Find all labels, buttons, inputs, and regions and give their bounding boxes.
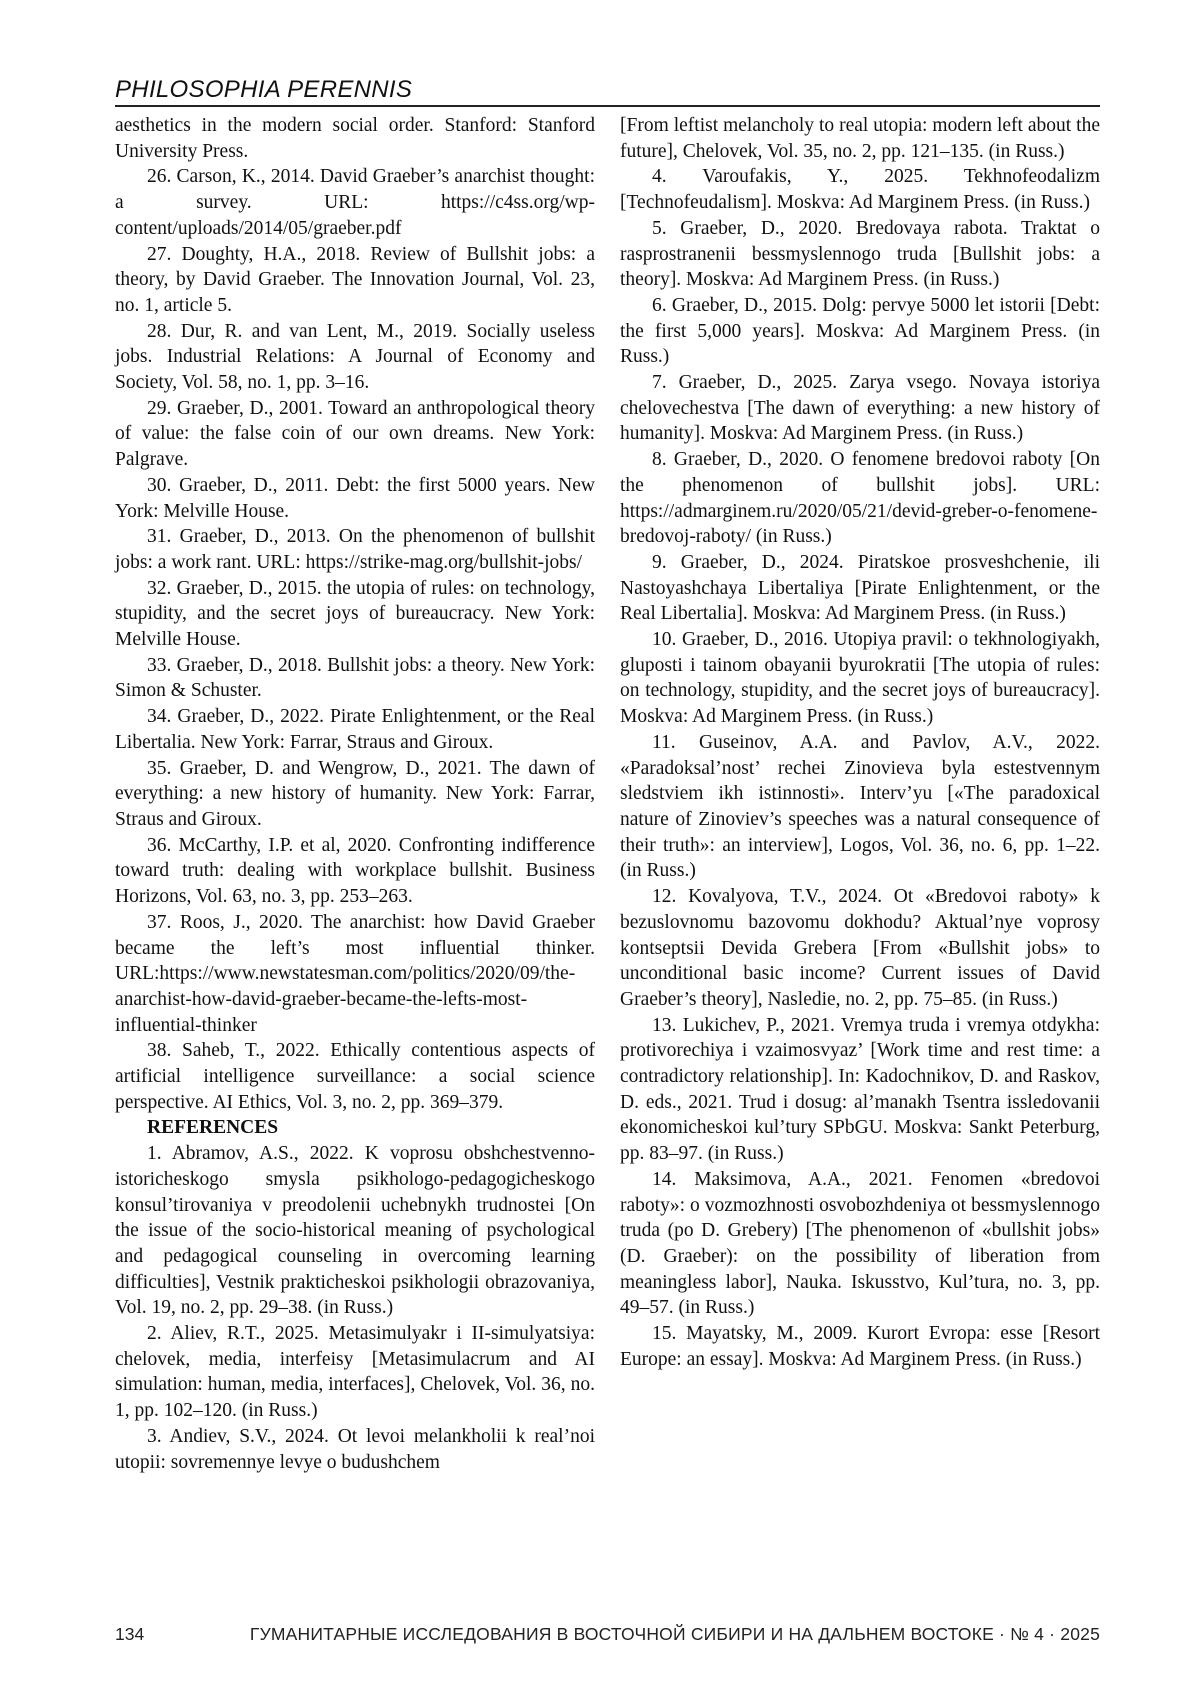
reference-entry-1: 1. Abramov, A.S., 2022. K voprosu obshchestvenno-istoricheskogo smysla psikhologo-pedagogicheskogo konsul’tirovaniya v preodolenii uchebnykh trudnostei [On the issue of the socio-historical meaning of psychological and pedagogical counseling in overcoming learning difficulties], Vestnik prakticheskoi psikhologii obrazovaniya, Vol. 19, no. 2, pp. 29–38. (in Russ.)	[115, 1143, 595, 1319]
reference-entry-5: 5. Graeber, D., 2020. Bredovaya rabota. Traktat o rasprostranenii bessmyslennogo truda [Bullshit jobs: a theory]. Moskva: Ad Marginem Press. (in Russ.)	[620, 217, 1100, 291]
reference-entry-4: 4. Varoufakis, Y., 2025. Tekhnofeodalizm [Technofeudalism]. Moskva: Ad Marginem Press. (in Russ.)	[620, 166, 1100, 214]
reference-entry-2: 2. Aliev, R.T., 2025. Metasimulyakr i II-simulyatsiya: chelovek, media, interfeisy [Metasimulacrum and AI simulation: human, media, interfaces], Chelovek, Vol. 36, no. 1, pp. 102–120. (in Russ.)	[115, 1323, 595, 1422]
bibliography-entry-26: 26. Carson, K., 2014. David Graeber’s anarchist thought: a survey. URL: https://c4ss.org/wp-content/uploads/2014/05/graeber.pdf	[115, 166, 595, 239]
references-heading: REFERENCES	[147, 1117, 279, 1139]
reference-entry-8: 8. Graeber, D., 2020. O fenomene bredovoi raboty [On the phenomenon of bullshit jobs]. URL: https://admarginem.ru/2020/05/21/devid-greber-o-fenomene-bredovoj-raboty/ (in Russ.)	[620, 449, 1100, 548]
journal-name: ГУМАНИТАРНЫЕ ИССЛЕДОВАНИЯ В ВОСТОЧНОЙ СИБИРИ И НА ДАЛЬНЕМ ВОСТОКЕ · № 4 · 2025	[249, 1624, 1100, 1644]
bibliography-entry-29: 29. Graeber, D., 2001. Toward an anthropological theory of value: the false coin of our own dreams. New York: Palgrave.	[115, 397, 595, 471]
continued-reference: [From leftist melancholy to real utopia: modern left about the future], Chelovek, Vol. 35, no. 2, pp. 121–135. (in Russ.)	[620, 115, 1100, 162]
reference-entry-14: 14. Maksimova, A.A., 2021. Fenomen «bredovoi raboty»: o vozmozhnosti osvobozhdeniya ot bessmyslennogo truda (po D. Grebery) [The phenomenon of «bullshit jobs» (D. Graeber): on the possibility of liberation from meaningless labor], Nauka. Iskusstvo, Kul’tura, no. 3, pp. 49–57. (in Russ.)	[620, 1168, 1100, 1319]
reference-entry-9: 9. Graeber, D., 2024. Piratskoe prosveshchenie, ili Nastoyashchaya Libertaliya [Pirate Enlightenment, or the Real Libertalia]. Moskva: Ad Marginem Press. (in Russ.)	[620, 551, 1100, 625]
bibliography-entry-34: 34. Graeber, D., 2022. Pirate Enlightenment, or the Real Libertalia. New York: Farrar, Straus and Giroux.	[115, 706, 595, 753]
reference-entry-12: 12. Kovalyova, T.V., 2024. Ot «Bredovoi raboty» k bezuslovnomu bazovomu dokhodu? Aktual’nye voprosy kontseptsii Devida Grebera [From «Bullshit jobs» to unconditional basic income? Current issues of David Graeber’s theory], Nasledie, no. 2, pp. 75–85. (in Russ.)	[620, 886, 1100, 1010]
bibliography-entry-27: 27. Doughty, H.A., 2018. Review of Bullshit jobs: a theory, by David Graeber. The Innovation Journal, Vol. 23, no. 1, article 5.	[115, 243, 595, 316]
bibliography-entry-28: 28. Dur, R. and van Lent, M., 2019. Socially useless jobs. Industrial Relations: A Journal of Economy and Society, Vol. 58, no. 1, pp. 3–16.	[115, 320, 595, 394]
left-column	[115, 113, 595, 1475]
reference-entry-7: 7. Graeber, D., 2025. Zarya vsego. Novaya istoriya chelovechestva [The dawn of everything: a new history of humanity]. Moskva: Ad Marginem Press. (in Russ.)	[620, 372, 1100, 445]
bibliography-entry-38: 38. Saheb, T., 2022. Ethically contentious aspects of artificial intelligence surveillance: a social science perspective. AI Ethics, Vol. 3, no. 2, pp. 369–379.	[115, 1040, 595, 1113]
running-title: PHILOSOPHIA PERENNIS	[115, 76, 413, 103]
bibliography-entry-32: 32. Graeber, D., 2015. the utopia of rules: on technology, stupidity, and the secret joys of bureaucracy. New York: Melville House.	[115, 577, 595, 651]
bibliography-entry-36: 36. McCarthy, I.P. et al, 2020. Confronting indifference toward truth: dealing with workplace bullshit. Business Horizons, Vol. 63, no. 3, pp. 253–263.	[115, 834, 595, 908]
reference-entry-10: 10. Graeber, D., 2016. Utopiya pravil: o tekhnologiyakh, gluposti i tainom obayanii byurokratii [The utopia of rules: on technology, stupidity, and the secret joys of bureaucracy]. Moskva: Ad Marginem Press. (in Russ.)	[620, 629, 1100, 728]
page-number: 134	[115, 1624, 145, 1644]
bibliography-entry-35: 35. Graeber, D. and Wengrow, D., 2021. The dawn of everything: a new history of humanity. New York: Farrar, Straus and Giroux.	[115, 757, 595, 830]
bibliography-entry-31: 31. Graeber, D., 2013. On the phenomenon of bullshit jobs: a work rant. URL: https://strike-mag.org/bullshit-jobs/	[115, 526, 595, 573]
bibliography-entry-37: 37. Roos, J., 2020. The anarchist: how David Graeber became the left’s most influential thinker. URL:https://www.newstatesman.com/politics/2020/09/the-anarchist-how-david-graeber-became-the-lefts-most-influential-thinker	[115, 911, 595, 1036]
reference-entry-13: 13. Lukichev, P., 2021. Vremya truda i vremya otdykha: protivorechiya i vzaimosvyaz’ [Work time and rest time: a contradictory relationship]. In: Kadochnikov, D. and Raskov, D. eds., 2021. Trud i dosug: al’manakh Tsentra issledovanii ekonomicheskoi kul’tury SPbGU. Moskva: Sankt Peterburg, pp. 83–97. (in Russ.)	[620, 1014, 1100, 1165]
reference-entry-15: 15. Mayatsky, M., 2009. Kurort Evropa: esse [Resort Europe: an essay]. Moskva: Ad Marginem Press. (in Russ.)	[620, 1323, 1100, 1370]
reference-entry-11: 11. Guseinov, A.A. and Pavlov, A.V., 2022. «Paradoksal’nost’ rechei Zinovieva byla estestvennym sledstviem ikh istinnosti». Interv’yu [«The paradoxical nature of Zinoviev’s speeches was a natural consequence of their truth»: an interview], Logos, Vol. 36, no. 6, pp. 1–22. (in Russ.)	[620, 731, 1100, 882]
reference-entry-6: 6. Graeber, D., 2015. Dolg: pervye 5000 let istorii [Debt: the first 5,000 years]. Moskva: Ad Marginem Press. (in Russ.)	[620, 294, 1100, 368]
reference-entry-3: 3. Andiev, S.V., 2024. Ot levoi melankholii k real’noi utopii: sovremennye levye o budushchem	[115, 1425, 595, 1473]
bibliography-entry-33: 33. Graeber, D., 2018. Bullshit jobs: a theory. New York: Simon & Schuster.	[115, 654, 595, 702]
header-rule	[115, 105, 1100, 107]
continued-entry: aesthetics in the modern social order. Stanford: Stanford University Press.	[115, 115, 595, 162]
right-column	[620, 113, 1100, 1372]
bibliography-entry-30: 30. Graeber, D., 2011. Debt: the first 5000 years. New York: Melville House.	[115, 474, 595, 522]
